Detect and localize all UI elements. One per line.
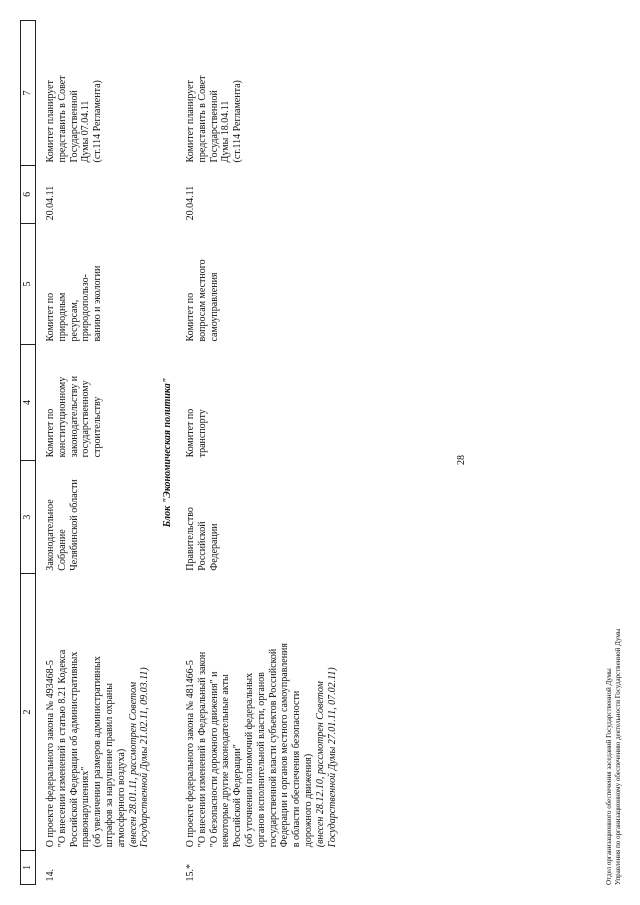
column-number-row — [21, 21, 36, 885]
text-line: Законодательное — [45, 499, 56, 571]
agenda-table — [20, 20, 339, 885]
text-line: О проекте федерального закона № 481466-5 — [184, 660, 196, 848]
text-line: Комитет по — [184, 292, 196, 342]
block-title: Блок "Экономическая политика" — [162, 377, 174, 528]
text-line: конституционному — [56, 376, 68, 458]
text-line: Комитет по — [45, 408, 56, 458]
text-line: вопросам местного — [196, 259, 208, 342]
text-line: Государственной — [208, 90, 220, 163]
text-line: органов исполнительной власти, органов — [255, 672, 267, 848]
column-number: 6 — [21, 165, 36, 223]
text-line: ванию и экологии — [92, 265, 104, 342]
text-line: Правительство — [184, 507, 196, 571]
text-line: (внесен 28.12.10, рассмотрен Советом — [314, 681, 326, 848]
row-number: 14. — [45, 869, 56, 882]
bill-author — [184, 460, 339, 573]
text-line: Комитет по — [45, 292, 56, 342]
text-line: самоуправления — [208, 272, 220, 342]
text-line: "О внесении изменений в статью 8.21 Кодекса — [56, 649, 68, 848]
table-row — [44, 21, 152, 885]
row-number: 15.* — [184, 864, 196, 882]
text-line: (об увеличении размеров административных — [92, 656, 104, 848]
text-line: представить в Совет — [56, 75, 68, 163]
text-line: (ст.114 Регламента) — [232, 80, 244, 163]
text-line: Российской — [196, 521, 208, 571]
text-line: атмосферного воздуха) — [115, 748, 127, 848]
column-number: 5 — [21, 223, 36, 344]
column-number: 4 — [21, 345, 36, 461]
text-line: представить в Совет — [196, 75, 208, 163]
text-line: Комитет по — [184, 408, 196, 458]
date-cell: 20.04.11 — [45, 185, 56, 221]
text-line: (об уточнении полномочий федеральных — [243, 672, 255, 848]
text-line: государственной власти субъектов Российской — [267, 648, 279, 848]
date-cell: 20.04.11 — [184, 185, 196, 221]
text-line: Собрание — [56, 529, 68, 571]
responsible-committee — [44, 345, 152, 461]
text-line: Комитет планирует — [184, 80, 196, 163]
text-line: в области обеспечения безопасности — [291, 690, 303, 848]
text-line: "О безопасности дорожного движения" и — [208, 671, 220, 848]
responsible-committee — [184, 345, 339, 461]
text-line: природным — [56, 292, 68, 342]
text-line: "О внесении изменений в Федеральный закон — [196, 651, 208, 848]
footer-line: Отдел организационного обеспечения заседаний Государственной Думы — [605, 668, 613, 885]
co-executor-committee — [184, 223, 339, 344]
text-line: Федерации — [208, 523, 220, 571]
text-line: (внесен 28.01.11, рассмотрен Советом — [127, 681, 139, 848]
text-line: Государственной Думы 27.01.11, 07.02.11) — [326, 667, 338, 848]
text-line: дорожного движения) — [302, 753, 314, 848]
text-line: законодательству и — [68, 375, 80, 458]
text-line: Комитет планирует — [45, 80, 56, 163]
bill-author — [44, 460, 152, 573]
page-number: 28 — [456, 455, 467, 465]
footer-line: Управления по организационному обеспечению деятельности Государственной Думы — [613, 628, 622, 885]
text-line: Думы 07.04.11 — [80, 100, 92, 163]
text-line: природопользо- — [80, 274, 92, 342]
text-line: О проекте федерального закона № 493468-5 — [45, 660, 56, 848]
text-line: Челябинской области — [68, 479, 80, 571]
column-number: 1 — [21, 850, 36, 884]
text-line: строительству — [92, 396, 104, 458]
bill-title — [44, 574, 152, 851]
text-line: государственному — [80, 380, 92, 458]
text-line: правонарушениях" — [80, 766, 92, 848]
text-line: транспорту — [196, 409, 208, 458]
table-row — [184, 21, 339, 885]
bill-title — [184, 574, 339, 851]
text-line: ресурсам, — [68, 299, 80, 342]
column-number: 2 — [21, 574, 36, 851]
text-line: Федерации и органов местного самоуправления — [279, 642, 291, 848]
column-number: 3 — [21, 460, 36, 573]
column-number: 7 — [21, 21, 36, 166]
block-heading-row — [152, 21, 184, 885]
plan-note — [44, 21, 152, 166]
plan-note — [184, 21, 339, 166]
text-line: Российской Федерации об административных — [68, 651, 80, 848]
text-line: (ст.114 Регламента) — [92, 80, 104, 163]
text-line: Государственной — [68, 90, 80, 163]
text-line: некоторые другие законодательные акты — [220, 674, 232, 848]
text-line: Государственной Думы 21.02.11, 09.03.11) — [139, 667, 151, 848]
text-line: штрафов за нарушение правил охраны — [103, 682, 115, 848]
co-executor-committee — [44, 223, 152, 344]
text-line: Думы 18.04.11 — [220, 100, 232, 163]
footer — [605, 629, 623, 885]
text-line: Российской Федерации" — [232, 744, 244, 848]
